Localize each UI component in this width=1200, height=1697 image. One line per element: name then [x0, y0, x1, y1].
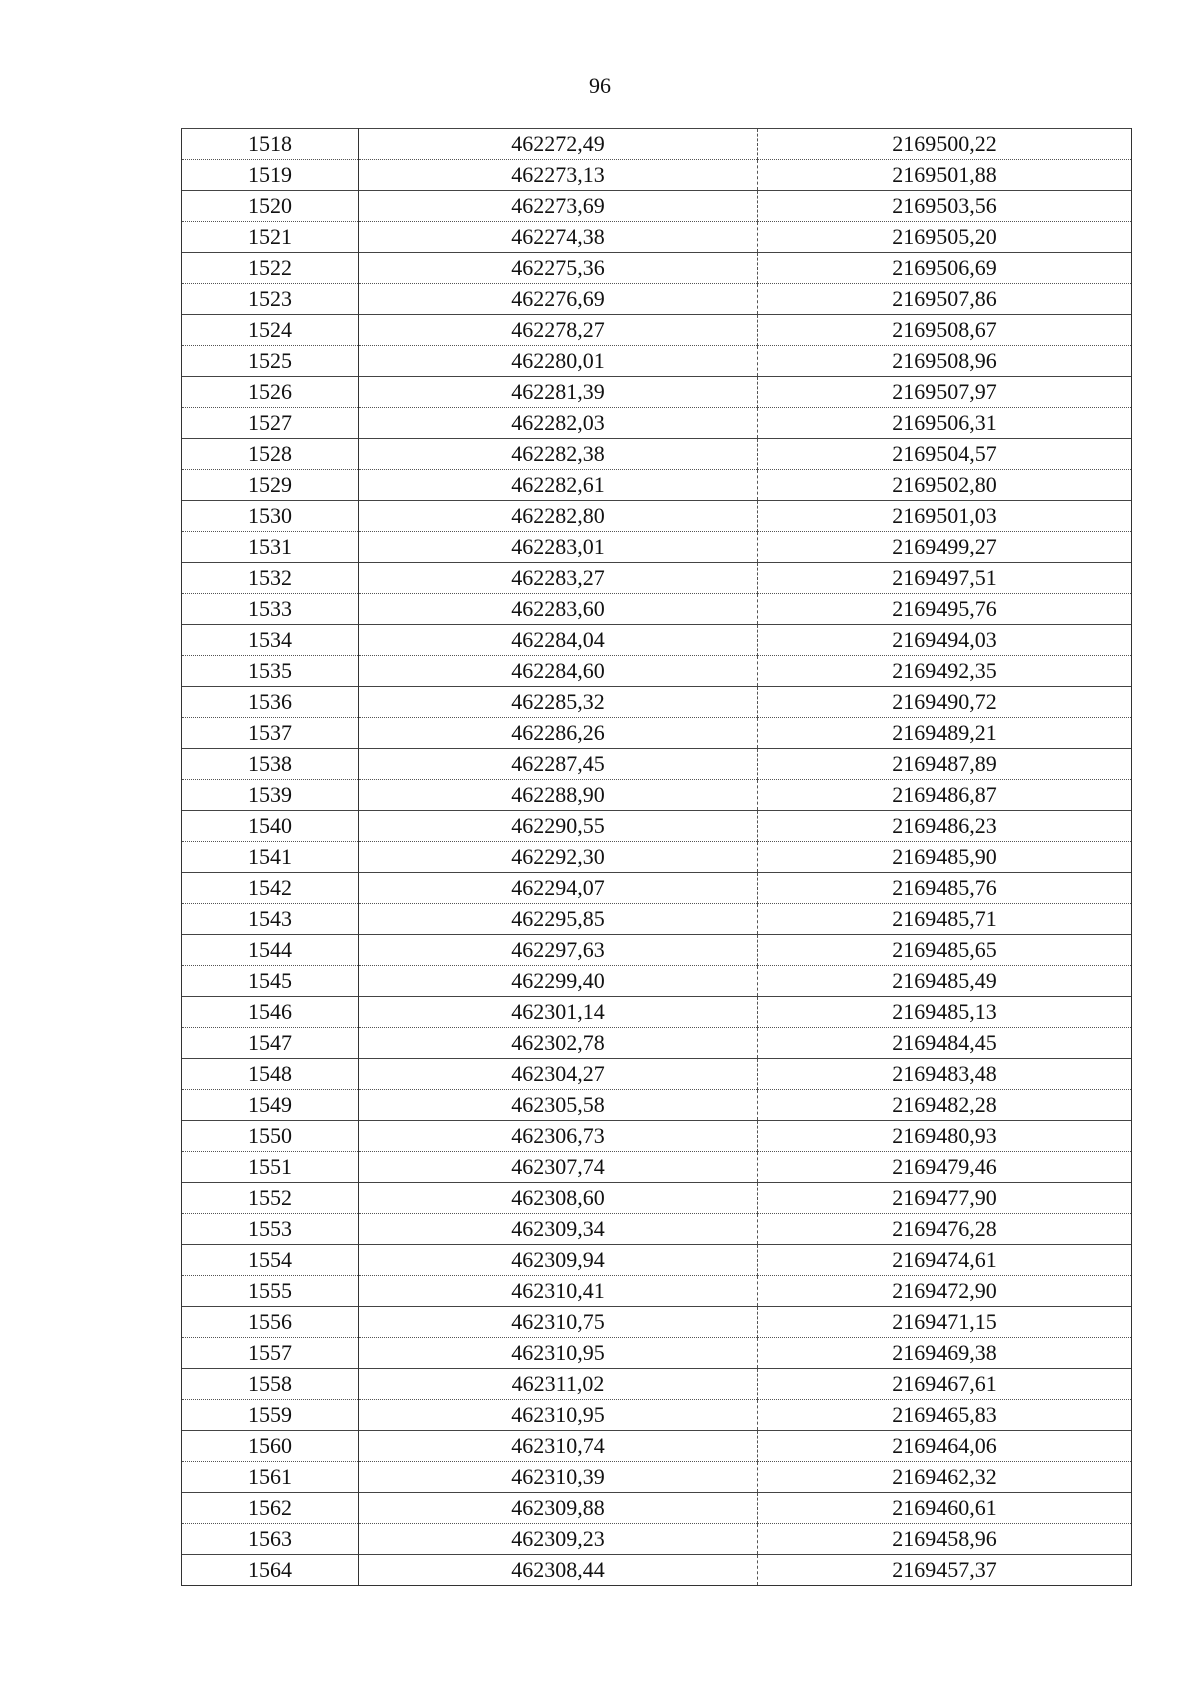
point-number-cell: 1554: [182, 1245, 359, 1276]
y-coordinate-cell: 2169487,89: [758, 749, 1132, 780]
y-coordinate-cell: 2169469,38: [758, 1338, 1132, 1369]
point-number-cell: 1561: [182, 1462, 359, 1493]
y-coordinate-cell: 2169486,87: [758, 780, 1132, 811]
point-number-cell: 1529: [182, 470, 359, 501]
page-number: 96: [589, 73, 611, 98]
point-number-cell: 1564: [182, 1555, 359, 1586]
table-row: [182, 1431, 1132, 1462]
point-number-cell: 1525: [182, 346, 359, 377]
y-coordinate-cell: 2169497,51: [758, 563, 1132, 594]
y-coordinate-cell: 2169474,61: [758, 1245, 1132, 1276]
table-row: [182, 625, 1132, 656]
point-number-cell: 1522: [182, 253, 359, 284]
x-coordinate-cell: 462309,34: [359, 1214, 758, 1245]
y-coordinate-cell: 2169490,72: [758, 687, 1132, 718]
point-number-cell: 1520: [182, 191, 359, 222]
point-number-cell: 1526: [182, 377, 359, 408]
x-coordinate-cell: 462304,27: [359, 1059, 758, 1090]
y-coordinate-cell: 2169485,76: [758, 873, 1132, 904]
table-row: [182, 1028, 1132, 1059]
point-number-cell: 1545: [182, 966, 359, 997]
y-coordinate-cell: 2169485,90: [758, 842, 1132, 873]
y-coordinate-cell: 2169494,03: [758, 625, 1132, 656]
point-number-cell: 1546: [182, 997, 359, 1028]
x-coordinate-cell: 462276,69: [359, 284, 758, 315]
x-coordinate-cell: 462286,26: [359, 718, 758, 749]
x-coordinate-cell: 462283,01: [359, 532, 758, 563]
x-coordinate-cell: 462273,13: [359, 160, 758, 191]
table-row: [182, 1555, 1132, 1586]
x-coordinate-cell: 462306,73: [359, 1121, 758, 1152]
table-row: [182, 1462, 1132, 1493]
table-row: [182, 191, 1132, 222]
point-number-cell: 1527: [182, 408, 359, 439]
y-coordinate-cell: 2169472,90: [758, 1276, 1132, 1307]
point-number-cell: 1542: [182, 873, 359, 904]
x-coordinate-cell: 462287,45: [359, 749, 758, 780]
y-coordinate-cell: 2169485,71: [758, 904, 1132, 935]
y-coordinate-cell: 2169485,49: [758, 966, 1132, 997]
y-coordinate-cell: 2169495,76: [758, 594, 1132, 625]
table-row: [182, 1400, 1132, 1431]
point-number-cell: 1528: [182, 439, 359, 470]
table-row: [182, 532, 1132, 563]
x-coordinate-cell: 462282,80: [359, 501, 758, 532]
x-coordinate-cell: 462310,95: [359, 1338, 758, 1369]
y-coordinate-cell: 2169467,61: [758, 1369, 1132, 1400]
x-coordinate-cell: 462278,27: [359, 315, 758, 346]
x-coordinate-cell: 462290,55: [359, 811, 758, 842]
point-number-cell: 1531: [182, 532, 359, 563]
y-coordinate-cell: 2169507,97: [758, 377, 1132, 408]
table-row: [182, 501, 1132, 532]
table-row: [182, 346, 1132, 377]
table-row: [182, 160, 1132, 191]
x-coordinate-cell: 462284,60: [359, 656, 758, 687]
point-number-cell: 1547: [182, 1028, 359, 1059]
x-coordinate-cell: 462282,03: [359, 408, 758, 439]
y-coordinate-cell: 2169479,46: [758, 1152, 1132, 1183]
y-coordinate-cell: 2169489,21: [758, 718, 1132, 749]
x-coordinate-cell: 462305,58: [359, 1090, 758, 1121]
table-row: [182, 1338, 1132, 1369]
x-coordinate-cell: 462310,39: [359, 1462, 758, 1493]
point-number-cell: 1553: [182, 1214, 359, 1245]
table-row: [182, 129, 1132, 160]
table-row: [182, 656, 1132, 687]
table-row: [182, 377, 1132, 408]
point-number-cell: 1557: [182, 1338, 359, 1369]
y-coordinate-cell: 2169508,67: [758, 315, 1132, 346]
x-coordinate-cell: 462297,63: [359, 935, 758, 966]
point-number-cell: 1521: [182, 222, 359, 253]
y-coordinate-cell: 2169484,45: [758, 1028, 1132, 1059]
y-coordinate-cell: 2169460,61: [758, 1493, 1132, 1524]
x-coordinate-cell: 462280,01: [359, 346, 758, 377]
x-coordinate-cell: 462295,85: [359, 904, 758, 935]
x-coordinate-cell: 462308,44: [359, 1555, 758, 1586]
point-number-cell: 1555: [182, 1276, 359, 1307]
table-row: [182, 935, 1132, 966]
x-coordinate-cell: 462282,61: [359, 470, 758, 501]
point-number-cell: 1552: [182, 1183, 359, 1214]
coordinates-table: [181, 128, 1132, 1586]
table-row: [182, 1493, 1132, 1524]
y-coordinate-cell: 2169507,86: [758, 284, 1132, 315]
x-coordinate-cell: 462283,27: [359, 563, 758, 594]
x-coordinate-cell: 462310,41: [359, 1276, 758, 1307]
point-number-cell: 1541: [182, 842, 359, 873]
table-row: [182, 408, 1132, 439]
y-coordinate-cell: 2169476,28: [758, 1214, 1132, 1245]
table-row: [182, 1152, 1132, 1183]
table-row: [182, 594, 1132, 625]
y-coordinate-cell: 2169457,37: [758, 1555, 1132, 1586]
y-coordinate-cell: 2169464,06: [758, 1431, 1132, 1462]
y-coordinate-cell: 2169499,27: [758, 532, 1132, 563]
table-row: [182, 222, 1132, 253]
y-coordinate-cell: 2169506,31: [758, 408, 1132, 439]
x-coordinate-cell: 462309,23: [359, 1524, 758, 1555]
table-row: [182, 1369, 1132, 1400]
point-number-cell: 1558: [182, 1369, 359, 1400]
x-coordinate-cell: 462294,07: [359, 873, 758, 904]
table-row: [182, 1524, 1132, 1555]
x-coordinate-cell: 462288,90: [359, 780, 758, 811]
y-coordinate-cell: 2169458,96: [758, 1524, 1132, 1555]
point-number-cell: 1556: [182, 1307, 359, 1338]
point-number-cell: 1532: [182, 563, 359, 594]
x-coordinate-cell: 462275,36: [359, 253, 758, 284]
y-coordinate-cell: 2169501,88: [758, 160, 1132, 191]
x-coordinate-cell: 462292,30: [359, 842, 758, 873]
table-row: [182, 1090, 1132, 1121]
point-number-cell: 1530: [182, 501, 359, 532]
table-row: [182, 873, 1132, 904]
point-number-cell: 1533: [182, 594, 359, 625]
table-row: [182, 1307, 1132, 1338]
x-coordinate-cell: 462308,60: [359, 1183, 758, 1214]
coordinates-table-body: [182, 129, 1132, 1586]
table-row: [182, 997, 1132, 1028]
y-coordinate-cell: 2169506,69: [758, 253, 1132, 284]
y-coordinate-cell: 2169485,13: [758, 997, 1132, 1028]
y-coordinate-cell: 2169471,15: [758, 1307, 1132, 1338]
x-coordinate-cell: 462309,94: [359, 1245, 758, 1276]
table-row: [182, 284, 1132, 315]
point-number-cell: 1537: [182, 718, 359, 749]
table-row: [182, 1059, 1132, 1090]
point-number-cell: 1560: [182, 1431, 359, 1462]
x-coordinate-cell: 462310,95: [359, 1400, 758, 1431]
point-number-cell: 1548: [182, 1059, 359, 1090]
y-coordinate-cell: 2169477,90: [758, 1183, 1132, 1214]
table-row: [182, 1214, 1132, 1245]
table-row: [182, 842, 1132, 873]
point-number-cell: 1543: [182, 904, 359, 935]
point-number-cell: 1524: [182, 315, 359, 346]
point-number-cell: 1536: [182, 687, 359, 718]
x-coordinate-cell: 462301,14: [359, 997, 758, 1028]
point-number-cell: 1562: [182, 1493, 359, 1524]
y-coordinate-cell: 2169500,22: [758, 129, 1132, 160]
x-coordinate-cell: 462310,75: [359, 1307, 758, 1338]
point-number-cell: 1563: [182, 1524, 359, 1555]
table-row: [182, 966, 1132, 997]
x-coordinate-cell: 462274,38: [359, 222, 758, 253]
table-row: [182, 811, 1132, 842]
x-coordinate-cell: 462310,74: [359, 1431, 758, 1462]
x-coordinate-cell: 462299,40: [359, 966, 758, 997]
point-number-cell: 1523: [182, 284, 359, 315]
table-row: [182, 687, 1132, 718]
table-row: [182, 780, 1132, 811]
y-coordinate-cell: 2169465,83: [758, 1400, 1132, 1431]
table-row: [182, 749, 1132, 780]
y-coordinate-cell: 2169502,80: [758, 470, 1132, 501]
point-number-cell: 1540: [182, 811, 359, 842]
table-row: [182, 315, 1132, 346]
table-row: [182, 563, 1132, 594]
x-coordinate-cell: 462311,02: [359, 1369, 758, 1400]
x-coordinate-cell: 462283,60: [359, 594, 758, 625]
table-row: [182, 1245, 1132, 1276]
y-coordinate-cell: 2169462,32: [758, 1462, 1132, 1493]
table-row: [182, 1183, 1132, 1214]
table-row: [182, 253, 1132, 284]
y-coordinate-cell: 2169492,35: [758, 656, 1132, 687]
y-coordinate-cell: 2169482,28: [758, 1090, 1132, 1121]
point-number-cell: 1544: [182, 935, 359, 966]
point-number-cell: 1518: [182, 129, 359, 160]
point-number-cell: 1550: [182, 1121, 359, 1152]
table-row: [182, 470, 1132, 501]
y-coordinate-cell: 2169501,03: [758, 501, 1132, 532]
y-coordinate-cell: 2169503,56: [758, 191, 1132, 222]
x-coordinate-cell: 462284,04: [359, 625, 758, 656]
x-coordinate-cell: 462285,32: [359, 687, 758, 718]
y-coordinate-cell: 2169483,48: [758, 1059, 1132, 1090]
y-coordinate-cell: 2169480,93: [758, 1121, 1132, 1152]
x-coordinate-cell: 462281,39: [359, 377, 758, 408]
table-row: [182, 904, 1132, 935]
y-coordinate-cell: 2169485,65: [758, 935, 1132, 966]
point-number-cell: 1534: [182, 625, 359, 656]
point-number-cell: 1538: [182, 749, 359, 780]
x-coordinate-cell: 462282,38: [359, 439, 758, 470]
point-number-cell: 1535: [182, 656, 359, 687]
table-row: [182, 439, 1132, 470]
table-row: [182, 718, 1132, 749]
point-number-cell: 1539: [182, 780, 359, 811]
table-row: [182, 1121, 1132, 1152]
y-coordinate-cell: 2169504,57: [758, 439, 1132, 470]
point-number-cell: 1549: [182, 1090, 359, 1121]
point-number-cell: 1559: [182, 1400, 359, 1431]
y-coordinate-cell: 2169508,96: [758, 346, 1132, 377]
x-coordinate-cell: 462309,88: [359, 1493, 758, 1524]
y-coordinate-cell: 2169486,23: [758, 811, 1132, 842]
point-number-cell: 1519: [182, 160, 359, 191]
x-coordinate-cell: 462273,69: [359, 191, 758, 222]
table-row: [182, 1276, 1132, 1307]
x-coordinate-cell: 462272,49: [359, 129, 758, 160]
x-coordinate-cell: 462302,78: [359, 1028, 758, 1059]
x-coordinate-cell: 462307,74: [359, 1152, 758, 1183]
y-coordinate-cell: 2169505,20: [758, 222, 1132, 253]
point-number-cell: 1551: [182, 1152, 359, 1183]
